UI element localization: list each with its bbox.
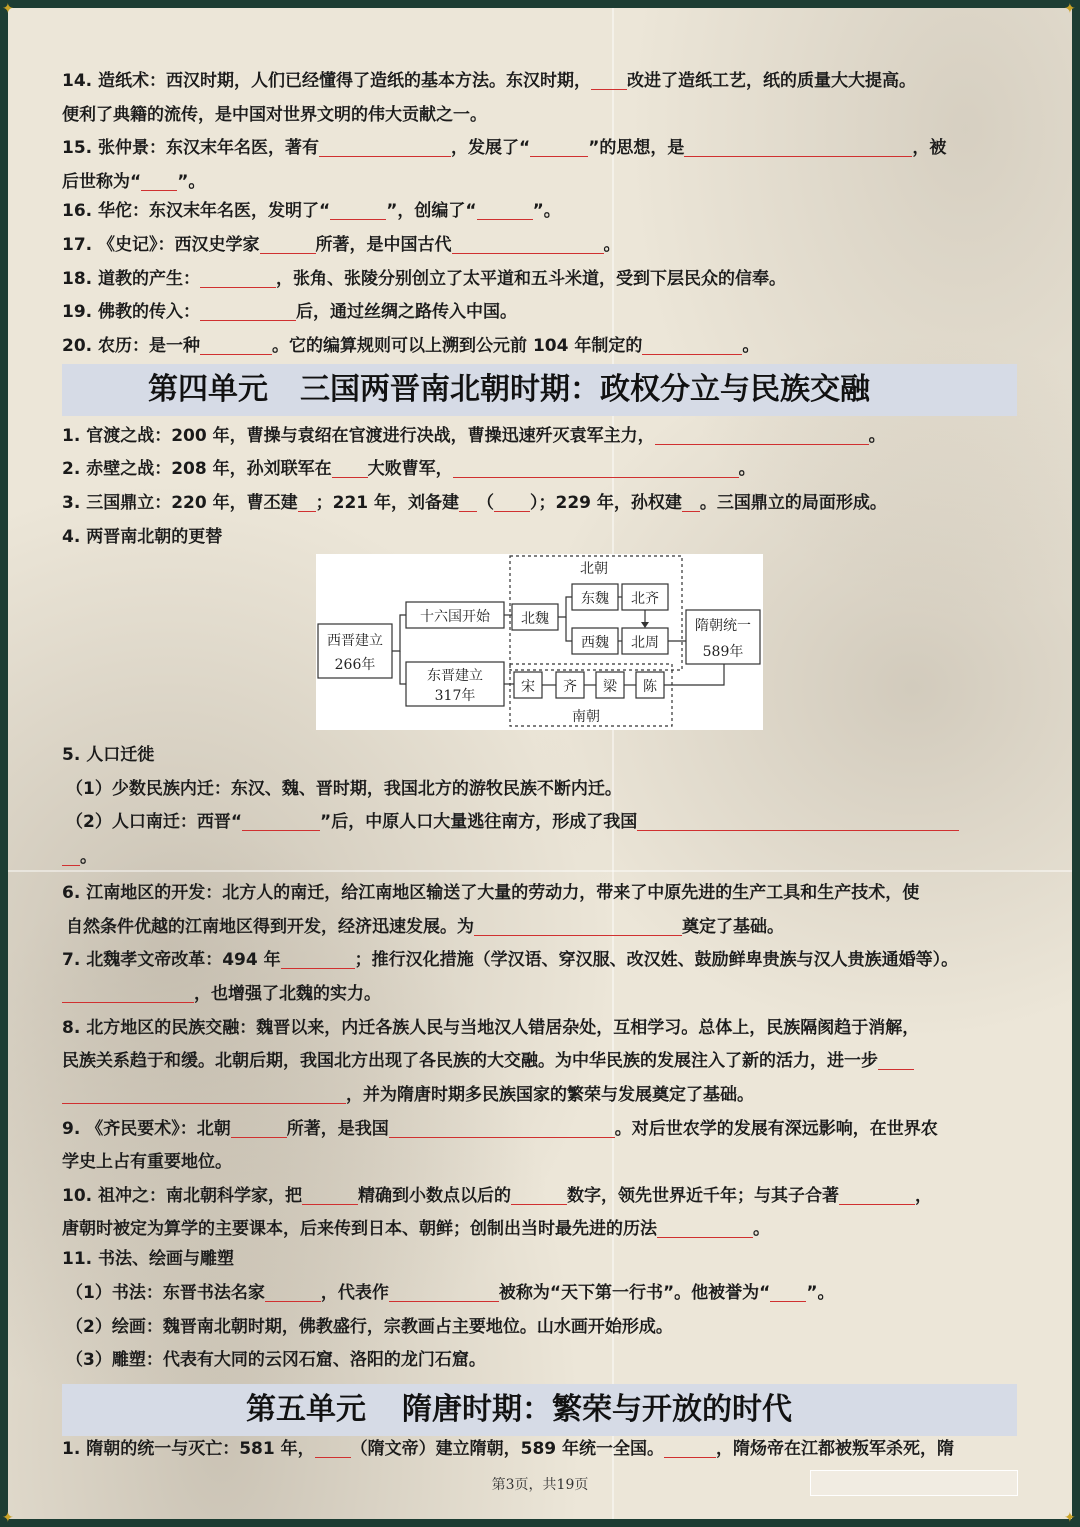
answer-blank[interactable] (477, 201, 533, 220)
answer-blank[interactable] (770, 1283, 806, 1302)
item-20: 20. 农历：是一种 。它的编算规则可以上溯到公元前 104 年制定的 。 (62, 336, 760, 356)
corner-ornament-icon: ✦ (1064, 1510, 1076, 1526)
unit4-item-8-line-2: 民族关系趋于和缓。北朝后期，我国北方出现了各民族的大交融。为中华民族的发展注入了新的活力，进一步 (62, 1050, 914, 1072)
answer-blank[interactable] (265, 1283, 321, 1302)
answer-blank[interactable] (655, 426, 869, 445)
unit-5-heading: 第五单元 隋唐时期：繁荣与开放的时代 (62, 1384, 1017, 1436)
answer-blank[interactable] (200, 302, 296, 321)
beiqi-label: 北齐 (631, 591, 659, 607)
answer-blank[interactable] (298, 493, 316, 512)
dongjin-label: 东晋建立 (427, 668, 483, 684)
unit4-item-10-line-2: 唐朝时被定为算学的主要课本，后来传到日本、朝鲜；创制出当时最先进的历法 。 (62, 1219, 770, 1239)
unit4-item-1: 1. 官渡之战：200 年，曹操与袁绍在官渡进行决战，曹操迅速歼灭袁军主力， 。 (62, 426, 886, 446)
chen-label: 陈 (643, 679, 657, 695)
answer-blank[interactable] (494, 493, 530, 512)
answer-blank[interactable] (260, 235, 316, 254)
unit4-item-8-line-1: 8. 北方地区的民族交融：魏晋以来，内迁各族人民与当地汉人错居杂处，互相学习。总体上，民族隔阂趋于消解， (62, 1018, 920, 1038)
answer-blank[interactable] (141, 172, 177, 191)
unit4-item-5-2-cont: 。 (62, 846, 97, 868)
shiliuguo-label: 十六国开始 (420, 609, 490, 625)
sui-label: 隋朝统一 (695, 618, 751, 634)
page-number: 第3页，共19页 (491, 1477, 589, 1493)
answer-blank[interactable] (62, 847, 80, 866)
dongjin-year-label: 317年 (434, 688, 476, 704)
answer-blank[interactable] (453, 459, 739, 478)
answer-blank[interactable] (642, 336, 742, 355)
answer-blank[interactable] (62, 984, 194, 1003)
unit4-item-11-2: （2）绘画：魏晋南北朝时期，佛教盛行，宗教画占主要地位。山水画开始形成。 (66, 1317, 673, 1337)
unit4-item-6-line-2: 自然条件优越的江南地区得到开发，经济迅速发展。为 奠定了基础。 (66, 917, 784, 937)
item-17: 17. 《史记》：西汉史学家 所著，是中国古代 。 (62, 235, 621, 255)
item-15-line-1: 15. 张仲景：东汉末年名医，著有 ，发展了“ ”的思想，是 ，被 (62, 138, 947, 158)
corner-ornament-icon: ✦ (2, 1510, 14, 1526)
answer-blank[interactable] (684, 138, 912, 157)
answer-blank[interactable] (530, 138, 588, 157)
unit4-item-5: 5. 人口迁徙 (62, 745, 155, 765)
answer-blank[interactable] (281, 950, 355, 969)
item-14-line-1: 14. 造纸术：西汉时期，人们已经懂得了造纸的基本方法。东汉时期， 改进了造纸工艺，纸的质量大大提高。 (62, 71, 917, 91)
qi-label: 齐 (563, 679, 577, 695)
answer-blank[interactable] (839, 1186, 915, 1205)
answer-blank[interactable] (511, 1186, 567, 1205)
liang-label: 梁 (603, 679, 617, 695)
sui-year-label: 589年 (702, 644, 744, 660)
answer-blank[interactable] (664, 1439, 716, 1458)
beichao-label: 北朝 (580, 561, 608, 577)
answer-blank[interactable] (231, 1119, 287, 1138)
xijin-year-label: 266年 (334, 657, 376, 673)
beiwei-label: 北魏 (521, 611, 549, 627)
answer-blank[interactable] (200, 269, 276, 288)
xiwei-label: 西魏 (581, 635, 609, 651)
item-14-line-2: 便利了典籍的流传，是中国对世界文明的伟大贡献之一。 (62, 105, 487, 125)
song-label: 宋 (521, 679, 535, 695)
answer-blank[interactable] (657, 1219, 753, 1238)
answer-blank[interactable] (682, 493, 700, 512)
corner-ornament-icon: ✦ (1064, 1, 1076, 17)
unit4-item-5-2: （2）人口南迁：西晋“ ”后，中原人口大量逃往南方，形成了我国 (66, 811, 959, 833)
xijin-label: 西晋建立 (327, 633, 383, 649)
unit4-item-11-1: （1）书法：东晋书法名家 ，代表作 被称为“天下第一行书”。他被誉为“ ”。 (66, 1283, 835, 1303)
unit4-item-6-line-1: 6. 江南地区的开发：北方人的南迁，给江南地区输送了大量的劳动力，带来了中原先进的生产工具和生产技术，使 (62, 883, 920, 903)
item-16: 16. 华佗：东汉末年名医，发明了“ ”，创编了“ ”。 (62, 201, 561, 221)
answer-blank[interactable] (637, 812, 959, 831)
corner-ornament-icon: ✦ (2, 1, 14, 17)
item-19: 19. 佛教的传入： 后，通过丝绸之路传入中国。 (62, 302, 518, 322)
item-15-line-2: 后世称为“ ”。 (62, 172, 206, 192)
answer-blank[interactable] (332, 459, 368, 478)
unit4-item-11-3: （3）雕塑：代表有大同的云冈石窟、洛阳的龙门石窟。 (66, 1350, 486, 1370)
unit4-item-8-line-3: ，并为隋唐时期多民族国家的繁荣与发展奠定了基础。 (62, 1084, 754, 1106)
answer-blank[interactable] (452, 235, 604, 254)
unit4-item-9-line-2: 学史上占有重要地位。 (62, 1152, 232, 1172)
answer-blank[interactable] (330, 201, 386, 220)
unit-4-heading: 第四单元 三国两晋南北朝时期：政权分立与民族交融 (62, 364, 1017, 416)
dongwei-label: 东魏 (581, 591, 609, 607)
answer-blank[interactable] (878, 1051, 914, 1070)
answer-blank[interactable] (242, 812, 320, 831)
unit4-item-11: 11. 书法、绘画与雕塑 (62, 1249, 235, 1269)
arrow-down-icon (641, 622, 649, 628)
item-18: 18. 道教的产生： ，张角、张陵分别创立了太平道和五斗米道，受到下层民众的信奉。 (62, 269, 787, 289)
answer-blank[interactable] (200, 336, 272, 355)
answer-blank[interactable] (389, 1119, 615, 1138)
dynasty-succession-diagram (316, 554, 763, 730)
answer-blank[interactable] (319, 138, 451, 157)
answer-blank[interactable] (474, 917, 682, 936)
unit4-item-5-1: （1）少数民族内迁：东汉、魏、晋时期，我国北方的游牧民族不断内迁。 (66, 779, 622, 799)
unit4-item-7-line-2: ，也增强了北魏的实力。 (62, 983, 381, 1005)
answer-blank[interactable] (389, 1283, 499, 1302)
unit4-item-10-line-1: 10. 祖冲之：南北朝科学家，把 精确到小数点以后的 数字，领先世界近千年；与其子合著 ， (62, 1186, 933, 1206)
unit4-item-9-line-1: 9. 《齐民要术》：北朝 所著，是我国 。对后世农学的发展有深远影响，在世界农 (62, 1119, 938, 1139)
answer-blank[interactable] (62, 1085, 346, 1104)
unit4-item-3: 3. 三国鼎立：220 年，曹丕建 ；221 年，刘备建 （ ）；229 年，孙权建 。三国鼎立的局面形成。 (62, 493, 887, 513)
answer-blank[interactable] (591, 71, 627, 90)
unit4-item-7-line-1: 7. 北魏孝文帝改革：494 年 ；推行汉化措施（学汉语、穿汉服、改汉姓、鼓励鲜卑贵族与汉人贵族通婚等）。 (62, 950, 959, 970)
page-input-box[interactable] (810, 1470, 1018, 1496)
unit4-item-4: 4. 两晋南北朝的更替 (62, 527, 223, 547)
nanchao-label: 南朝 (572, 709, 600, 725)
answer-blank[interactable] (315, 1439, 351, 1458)
unit5-item-1: 1. 隋朝的统一与灭亡：581 年， （隋文帝）建立隋朝，589 年统一全国。 ，隋炀帝在江都被叛军杀死，隋 (62, 1439, 955, 1459)
answer-blank[interactable] (302, 1186, 358, 1205)
unit4-item-2: 2. 赤壁之战：208 年，孙刘联军在 大败曹军， 。 (62, 459, 756, 479)
answer-blank[interactable] (459, 493, 477, 512)
beizhou-label: 北周 (631, 635, 659, 651)
